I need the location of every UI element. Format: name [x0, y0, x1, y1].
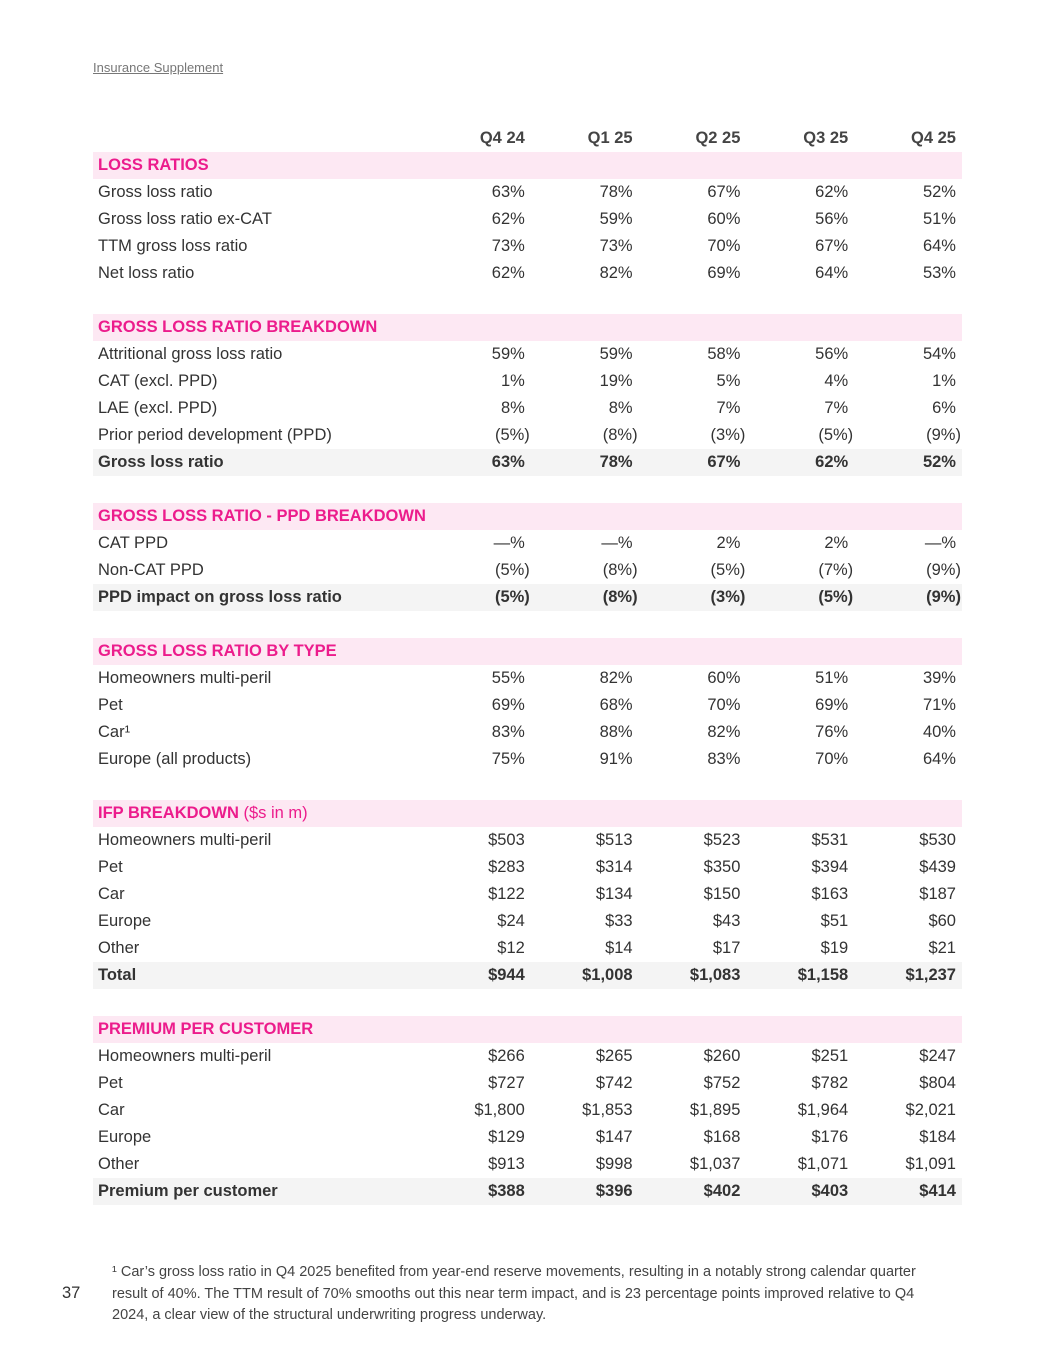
column-header-q2-25: Q2 25 [695, 129, 741, 147]
value-cell: 62% [491, 264, 525, 282]
total-row [93, 449, 962, 476]
value-cell: $19 [820, 939, 849, 957]
table-row [93, 530, 962, 557]
value-cell: 70% [815, 750, 849, 768]
value-cell: 53% [922, 264, 956, 282]
column-header-q1-25: Q1 25 [587, 129, 633, 147]
value-cell: —% [601, 534, 633, 552]
value-cell: (5%) [710, 561, 746, 579]
value-cell: 73% [491, 237, 525, 255]
table-row [93, 368, 962, 395]
value-cell: 1% [932, 372, 956, 390]
value-cell: (9%) [926, 561, 961, 579]
value-cell: 83% [707, 750, 741, 768]
value-cell: 54% [922, 345, 956, 363]
row-label: Prior period development (PPD) [98, 426, 332, 444]
value-cell: $439 [919, 858, 956, 876]
value-cell: 67% [815, 237, 849, 255]
value-cell: 62% [815, 183, 849, 201]
row-label: Homeowners multi-peril [98, 669, 272, 687]
value-cell: 63% [491, 183, 525, 201]
value-cell: $503 [488, 831, 525, 849]
value-cell: $14 [605, 939, 633, 957]
value-cell: 40% [922, 723, 956, 741]
section-spacer [93, 989, 962, 1016]
row-label: PPD impact on gross loss ratio [98, 588, 342, 606]
value-cell: $1,091 [905, 1155, 956, 1173]
value-cell: 5% [716, 372, 741, 390]
footnote: ¹ Car’s gross loss ratio in Q4 2025 benefited from year-end reserve movements, resulting in a notably strong calendar quarter result of 40%. The TTM result of 70% smooths out this near term impact, and is 23 percentage points improved relative to Q4 2024, a clear view of the structural underwriting progress underway. [112, 1264, 916, 1323]
value-cell: $1,853 [582, 1101, 633, 1119]
value-cell: 7% [716, 399, 741, 417]
value-cell: 51% [922, 210, 956, 228]
table-row [93, 827, 962, 854]
value-cell: $150 [703, 885, 741, 903]
value-cell: 1% [500, 372, 525, 390]
value-cell: 59% [491, 345, 525, 363]
value-cell: 60% [707, 210, 741, 228]
section-title [93, 507, 426, 526]
insurance-metrics-table [93, 125, 962, 1205]
row-label: Pet [98, 696, 123, 714]
value-cell: $523 [703, 831, 741, 849]
value-cell: $530 [919, 831, 956, 849]
row-label: Europe [98, 1128, 152, 1146]
value-cell: $12 [497, 939, 525, 957]
row-label: Other [98, 939, 140, 957]
section-title [93, 804, 423, 823]
value-cell: 4% [824, 372, 849, 390]
value-cell: $1,008 [582, 966, 633, 984]
row-label: LAE (excl. PPD) [98, 399, 218, 417]
value-cell: $60 [928, 912, 956, 930]
row-label: Pet [98, 1074, 123, 1092]
value-cell: 52% [922, 183, 956, 201]
table-row [93, 1043, 962, 1070]
table-row [93, 341, 962, 368]
value-cell: $782 [811, 1074, 849, 1092]
value-cell: 63% [491, 453, 525, 471]
total-row [93, 584, 962, 611]
section-header [93, 1016, 962, 1043]
value-cell: $187 [919, 885, 956, 903]
section-spacer [93, 611, 962, 638]
value-cell: $402 [703, 1182, 741, 1200]
value-cell: $129 [488, 1128, 525, 1146]
column-header-row [93, 125, 962, 152]
value-cell: $168 [703, 1128, 741, 1146]
table-row [93, 1097, 962, 1124]
value-cell: 69% [815, 696, 849, 714]
section-spacer [93, 773, 962, 800]
row-label: Gross loss ratio [98, 453, 224, 471]
column-header-q4-24: Q4 24 [479, 129, 525, 147]
value-cell: 64% [922, 750, 956, 768]
section-title [93, 1020, 423, 1039]
value-cell: $184 [919, 1128, 956, 1146]
value-cell: 51% [815, 669, 849, 687]
value-cell: $742 [595, 1074, 633, 1092]
section-title-text: GROSS LOSS RATIO BY TYPE [98, 642, 337, 660]
table-row [93, 1124, 962, 1151]
value-cell: $283 [488, 858, 525, 876]
section-header [93, 638, 962, 665]
row-label: Gross loss ratio ex-CAT [98, 210, 272, 228]
value-cell: $388 [488, 1182, 525, 1200]
row-label: Car [98, 885, 125, 903]
value-cell: 60% [707, 669, 741, 687]
value-cell: $396 [595, 1182, 633, 1200]
value-cell: $913 [488, 1155, 525, 1173]
value-cell: (8%) [602, 588, 638, 606]
value-cell: 67% [707, 183, 741, 201]
value-cell: 68% [599, 696, 633, 714]
value-cell: (5%) [818, 426, 854, 444]
table-row [93, 935, 962, 962]
value-cell: —% [493, 534, 525, 552]
table-row [93, 179, 962, 206]
table-row [93, 395, 962, 422]
value-cell: $531 [811, 831, 849, 849]
table-row [93, 908, 962, 935]
value-cell: $260 [703, 1047, 741, 1065]
row-label: Car [98, 1101, 125, 1119]
value-cell: 73% [599, 237, 633, 255]
value-cell: $1,237 [905, 966, 956, 984]
value-cell: 8% [608, 399, 633, 417]
value-cell: (8%) [602, 561, 638, 579]
value-cell: 2% [716, 534, 741, 552]
section-header [93, 314, 962, 341]
value-cell: 6% [932, 399, 956, 417]
insurance-supplement-link[interactable]: Insurance Supplement [93, 60, 224, 75]
value-cell: $251 [811, 1047, 849, 1065]
value-cell: 7% [824, 399, 849, 417]
value-cell: 59% [599, 345, 633, 363]
row-label: Non-CAT PPD [98, 561, 204, 579]
row-label: Other [98, 1155, 140, 1173]
value-cell: (5%) [494, 561, 530, 579]
value-cell: $134 [595, 885, 633, 903]
value-cell: $944 [488, 966, 525, 984]
page-number: 37 [62, 1284, 81, 1302]
row-label: Europe [98, 912, 152, 930]
row-label: Attritional gross loss ratio [98, 345, 283, 363]
value-cell: $247 [919, 1047, 956, 1065]
table-row [93, 854, 962, 881]
column-header-q3-25: Q3 25 [803, 129, 849, 147]
table-row [93, 746, 962, 773]
value-cell: 76% [815, 723, 849, 741]
table-row [93, 260, 962, 287]
value-cell: 56% [815, 345, 849, 363]
value-cell: 39% [922, 669, 956, 687]
row-label: Premium per customer [98, 1182, 278, 1200]
value-cell: $43 [712, 912, 741, 930]
value-cell: $24 [497, 912, 525, 930]
row-label: CAT PPD [98, 534, 168, 552]
value-cell: 19% [599, 372, 633, 390]
table-row [93, 557, 962, 584]
value-cell: $1,800 [474, 1101, 525, 1119]
value-cell: 64% [815, 264, 849, 282]
value-cell: (8%) [602, 426, 638, 444]
value-cell: 75% [491, 750, 525, 768]
section-title-text: GROSS LOSS RATIO - PPD BREAKDOWN [98, 507, 426, 525]
value-cell: 69% [491, 696, 525, 714]
value-cell: 58% [707, 345, 741, 363]
value-cell: 62% [491, 210, 525, 228]
section-subtitle: ($s in m) [238, 804, 308, 822]
value-cell: 56% [815, 210, 849, 228]
value-cell: $33 [605, 912, 633, 930]
table-row [93, 692, 962, 719]
value-cell: 52% [922, 453, 956, 471]
value-cell: 70% [707, 696, 741, 714]
value-cell: $163 [811, 885, 849, 903]
value-cell: —% [924, 534, 956, 552]
section-title-text: IFP BREAKDOWN [98, 804, 239, 822]
value-cell: $1,895 [689, 1101, 741, 1119]
value-cell: (5%) [818, 588, 854, 606]
value-cell: 88% [599, 723, 633, 741]
value-cell: 69% [707, 264, 741, 282]
table-row [93, 233, 962, 260]
section-header [93, 503, 962, 530]
table-row [93, 1070, 962, 1097]
row-label: Car¹ [98, 723, 131, 741]
section-title [93, 318, 423, 337]
value-cell: 59% [599, 210, 633, 228]
value-cell: $314 [595, 858, 633, 876]
value-cell: $414 [919, 1182, 956, 1200]
value-cell: (7%) [818, 561, 854, 579]
total-row [93, 1178, 962, 1205]
value-cell: $998 [595, 1155, 633, 1173]
section-title-text: LOSS RATIOS [98, 156, 209, 174]
value-cell: $394 [811, 858, 849, 876]
section-title [93, 642, 423, 661]
value-cell: 91% [599, 750, 633, 768]
row-label: TTM gross loss ratio [98, 237, 248, 255]
table-row [93, 422, 962, 449]
section-header [93, 152, 962, 179]
value-cell: $2,021 [905, 1101, 956, 1119]
section-title-text: GROSS LOSS RATIO BREAKDOWN [98, 318, 378, 336]
value-cell: $266 [488, 1047, 525, 1065]
value-cell: (3%) [710, 588, 746, 606]
value-cell: $1,964 [797, 1101, 849, 1119]
value-cell: 78% [599, 453, 633, 471]
value-cell: $265 [595, 1047, 633, 1065]
value-cell: $1,158 [797, 966, 849, 984]
value-cell: $513 [595, 831, 633, 849]
row-label: Homeowners multi-peril [98, 1047, 272, 1065]
value-cell: 2% [824, 534, 849, 552]
value-cell: $1,037 [689, 1155, 741, 1173]
row-label: Pet [98, 858, 123, 876]
row-label: Net loss ratio [98, 264, 195, 282]
value-cell: $350 [703, 858, 741, 876]
value-cell: 8% [500, 399, 525, 417]
value-cell: 71% [922, 696, 956, 714]
value-cell: 70% [707, 237, 741, 255]
value-cell: $51 [820, 912, 849, 930]
value-cell: (3%) [710, 426, 746, 444]
row-label: CAT (excl. PPD) [98, 372, 218, 390]
row-label: Europe (all products) [98, 750, 252, 768]
total-row [93, 962, 962, 989]
value-cell: 83% [491, 723, 525, 741]
row-label: Homeowners multi-peril [98, 831, 272, 849]
value-cell: $176 [811, 1128, 849, 1146]
value-cell: $1,071 [797, 1155, 849, 1173]
table-row [93, 1151, 962, 1178]
value-cell: 67% [707, 453, 741, 471]
table-row [93, 665, 962, 692]
value-cell: $403 [811, 1182, 849, 1200]
section-spacer [93, 287, 962, 314]
value-cell: 78% [599, 183, 633, 201]
table-row [93, 881, 962, 908]
row-label: Gross loss ratio [98, 183, 213, 201]
value-cell: $122 [488, 885, 525, 903]
value-cell: 64% [922, 237, 956, 255]
value-cell: $147 [595, 1128, 633, 1146]
value-cell: $752 [703, 1074, 741, 1092]
value-cell: $804 [919, 1074, 956, 1092]
row-label: Total [98, 966, 137, 984]
value-cell: $17 [712, 939, 741, 957]
section-title [93, 156, 423, 175]
value-cell: 82% [599, 264, 633, 282]
value-cell: $1,083 [689, 966, 741, 984]
value-cell: (5%) [494, 426, 530, 444]
section-header [93, 800, 962, 827]
table-row [93, 719, 962, 746]
section-title-text: PREMIUM PER CUSTOMER [98, 1020, 314, 1038]
value-cell: (9%) [926, 426, 961, 444]
value-cell: (9%) [926, 588, 961, 606]
section-spacer [93, 476, 962, 503]
value-cell: 82% [599, 669, 633, 687]
value-cell: 62% [815, 453, 849, 471]
value-cell: 82% [707, 723, 741, 741]
table-row [93, 206, 962, 233]
value-cell: $21 [928, 939, 956, 957]
value-cell: $727 [488, 1074, 525, 1092]
value-cell: 55% [491, 669, 525, 687]
table-body [93, 152, 962, 1205]
column-header-q4-25: Q4 25 [911, 129, 956, 147]
value-cell: (5%) [494, 588, 530, 606]
